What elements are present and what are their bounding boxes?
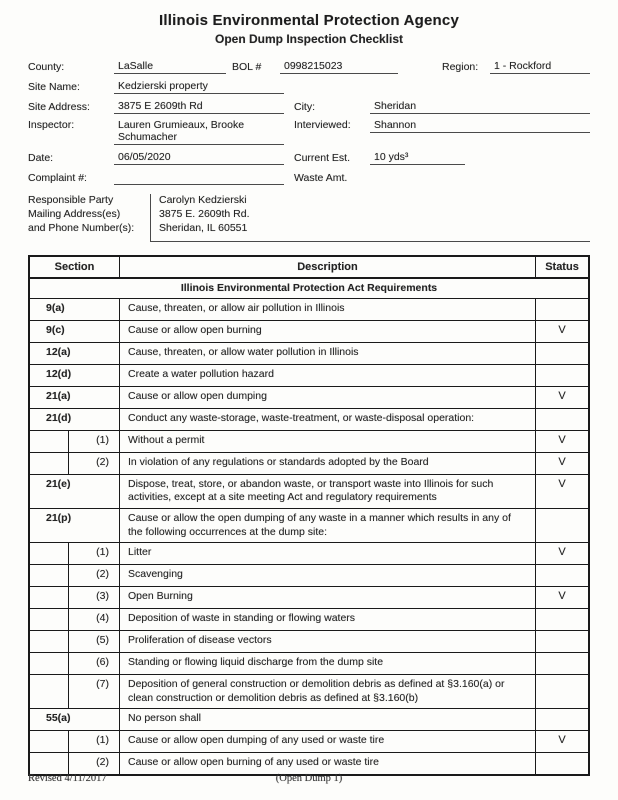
description-cell: Cause or allow the open dumping of any waste in a manner which results in any of the following occurrences at the dump site: [120,509,536,542]
table-row [30,321,588,343]
status-cell [536,653,588,674]
revised-date: Revised 4/11/2017 [28,773,107,784]
section-cell: (4) [30,609,120,630]
status-cell [536,509,588,542]
section-divider [30,543,69,564]
status-cell [536,609,588,630]
status-cell [536,565,588,586]
table-row [30,453,588,475]
table-group-header: Illinois Environmental Protection Act Requirements [30,279,588,299]
description-cell: No person shall [120,709,536,730]
form-row-complaint [28,170,590,185]
description-cell: Cause, threaten, or allow water pollution in Illinois [120,343,536,364]
inspection-form [28,59,590,242]
section-cell: (3) [30,587,120,608]
table-row [30,675,588,709]
status-cell: V [558,389,566,402]
status-cell: V [558,546,566,559]
form-row-date [28,150,590,165]
description-cell: Cause or allow open dumping of any used or waste tire [120,731,536,752]
status-cell [536,409,588,430]
description-cell: Open Burning [120,587,536,608]
description-cell: Scavenging [120,565,536,586]
section-cell: 9(c) [30,321,120,342]
description-cell: Conduct any waste-storage, waste-treatment, or waste-disposal operation: [120,409,536,430]
header-section: Section [30,257,120,277]
form-row-site-name [28,79,590,94]
description-cell: Deposition of waste in standing or flowing waters [120,609,536,630]
inspector-value: Lauren Grumieaux, Brooke Schumacher [114,119,284,145]
description-cell: Standing or flowing liquid discharge from the dump site [120,653,536,674]
description-cell: Cause or allow open dumping [120,387,536,408]
table-header-row [30,257,588,279]
site-address-label: Site Address: [28,101,90,113]
section-cell: 55(a) [30,709,120,730]
table-row [30,753,588,774]
section-divider [30,631,69,652]
table-row [30,543,588,565]
section-cell: (2) [30,453,120,474]
current-est-value: 10 yds³ [370,151,465,165]
status-cell [536,709,588,730]
status-cell [536,753,588,774]
interviewed-label: Interviewed: [294,119,351,131]
section-cell: (1) [30,543,120,564]
interviewed-value: Shannon [370,119,590,133]
section-cell: 21(a) [30,387,120,408]
section-divider [30,565,69,586]
date-label: Date: [28,152,54,164]
table-row [30,431,588,453]
table-row [30,409,588,431]
section-divider [30,675,69,708]
header-description: Description [120,257,536,277]
responsible-party-block [28,194,590,242]
section-cell: (6) [30,653,120,674]
bol-label: BOL # [232,61,262,73]
section-cell: (2) [30,753,120,774]
region-label: Region: [442,61,479,73]
current-est-label: Current Est. [294,152,351,164]
section-cell: 21(d) [30,409,120,430]
section-divider [30,431,69,452]
status-cell: V [558,477,566,490]
description-cell: Dispose, treat, store, or abandon waste, or transport waste into Illinois for such activities, except at a site meeting Act and regulatory requirements [120,475,536,508]
section-cell: (1) [30,731,120,752]
city-value: Sheridan [370,100,590,114]
table-row [30,365,588,387]
page-number-label: (Open Dump 1) [275,773,343,784]
county-value: LaSalle [114,60,226,74]
document-title: Illinois Environmental Protection Agency [159,12,459,29]
page-footer [28,773,590,784]
section-cell: (1) [30,431,120,452]
table-row [30,387,588,409]
header-status: Status [545,260,579,273]
section-cell: 12(d) [30,365,120,386]
description-cell: Without a permit [120,431,536,452]
table-row [30,609,588,631]
table-row [30,299,588,321]
description-cell: Cause or allow open burning of any used or waste tire [120,753,536,774]
table-row [30,731,588,753]
section-divider [30,653,69,674]
status-cell [536,299,588,320]
section-cell: (2) [30,565,120,586]
description-cell: Cause or allow open burning [120,321,536,342]
description-cell: Proliferation of disease vectors [120,631,536,652]
inspector-label: Inspector: [28,119,75,131]
table-row [30,587,588,609]
checklist-table [28,255,590,777]
form-row-county [28,59,590,74]
status-cell [536,631,588,652]
region-value: 1 - Rockford [490,60,590,74]
county-label: County: [28,61,65,73]
description-cell: Deposition of general construction or demolition debris as defined at §3.160(a) or clean construction or demolition debris as defined at §3.160(b) [120,675,536,708]
complaint-value [114,172,284,185]
section-cell: 21(p) [30,509,120,542]
form-row-inspector [28,119,590,145]
description-cell: Cause, threaten, or allow air pollution in Illinois [120,299,536,320]
bol-value: 0998215023 [280,60,398,74]
status-cell: V [558,734,566,747]
table-row [30,343,588,365]
status-cell: V [558,433,566,446]
table-row [30,709,588,731]
section-divider [30,587,69,608]
responsible-party-label: Responsible Party Mailing Address(es) and Phone Number(s): [28,194,135,234]
document-subtitle: Open Dump Inspection Checklist [214,32,404,46]
status-cell: V [558,590,566,603]
waste-amt-label: Waste Amt. [294,172,348,184]
status-cell [536,365,588,386]
form-row-site-address [28,99,590,114]
date-value: 06/05/2020 [114,151,284,165]
section-cell: 21(e) [30,475,120,508]
complaint-label: Complaint #: [28,172,87,184]
status-cell: V [558,323,566,336]
description-cell: Create a water pollution hazard [120,365,536,386]
section-divider [30,609,69,630]
site-address-value: 3875 E 2609th Rd [114,100,284,114]
description-cell: In violation of any regulations or standards adopted by the Board [120,453,536,474]
site-name-value: Kedzierski property [114,80,284,94]
status-cell [536,343,588,364]
section-divider [30,453,69,474]
city-label: City: [294,101,315,113]
table-row [30,475,588,509]
table-row [30,565,588,587]
section-divider [30,731,69,752]
section-divider [30,753,69,774]
section-cell: (7) [30,675,120,708]
status-cell: V [558,455,566,468]
section-cell: 9(a) [30,299,120,320]
table-row [30,509,588,543]
table-row [30,631,588,653]
description-cell: Litter [120,543,536,564]
site-name-label: Site Name: [28,81,80,93]
responsible-party-value: Carolyn Kedzierski 3875 E. 2609th Rd. Sheridan, IL 60551 [150,194,590,242]
section-cell: 12(a) [30,343,120,364]
table-row [30,653,588,675]
status-cell [536,675,588,708]
section-cell: (5) [30,631,120,652]
